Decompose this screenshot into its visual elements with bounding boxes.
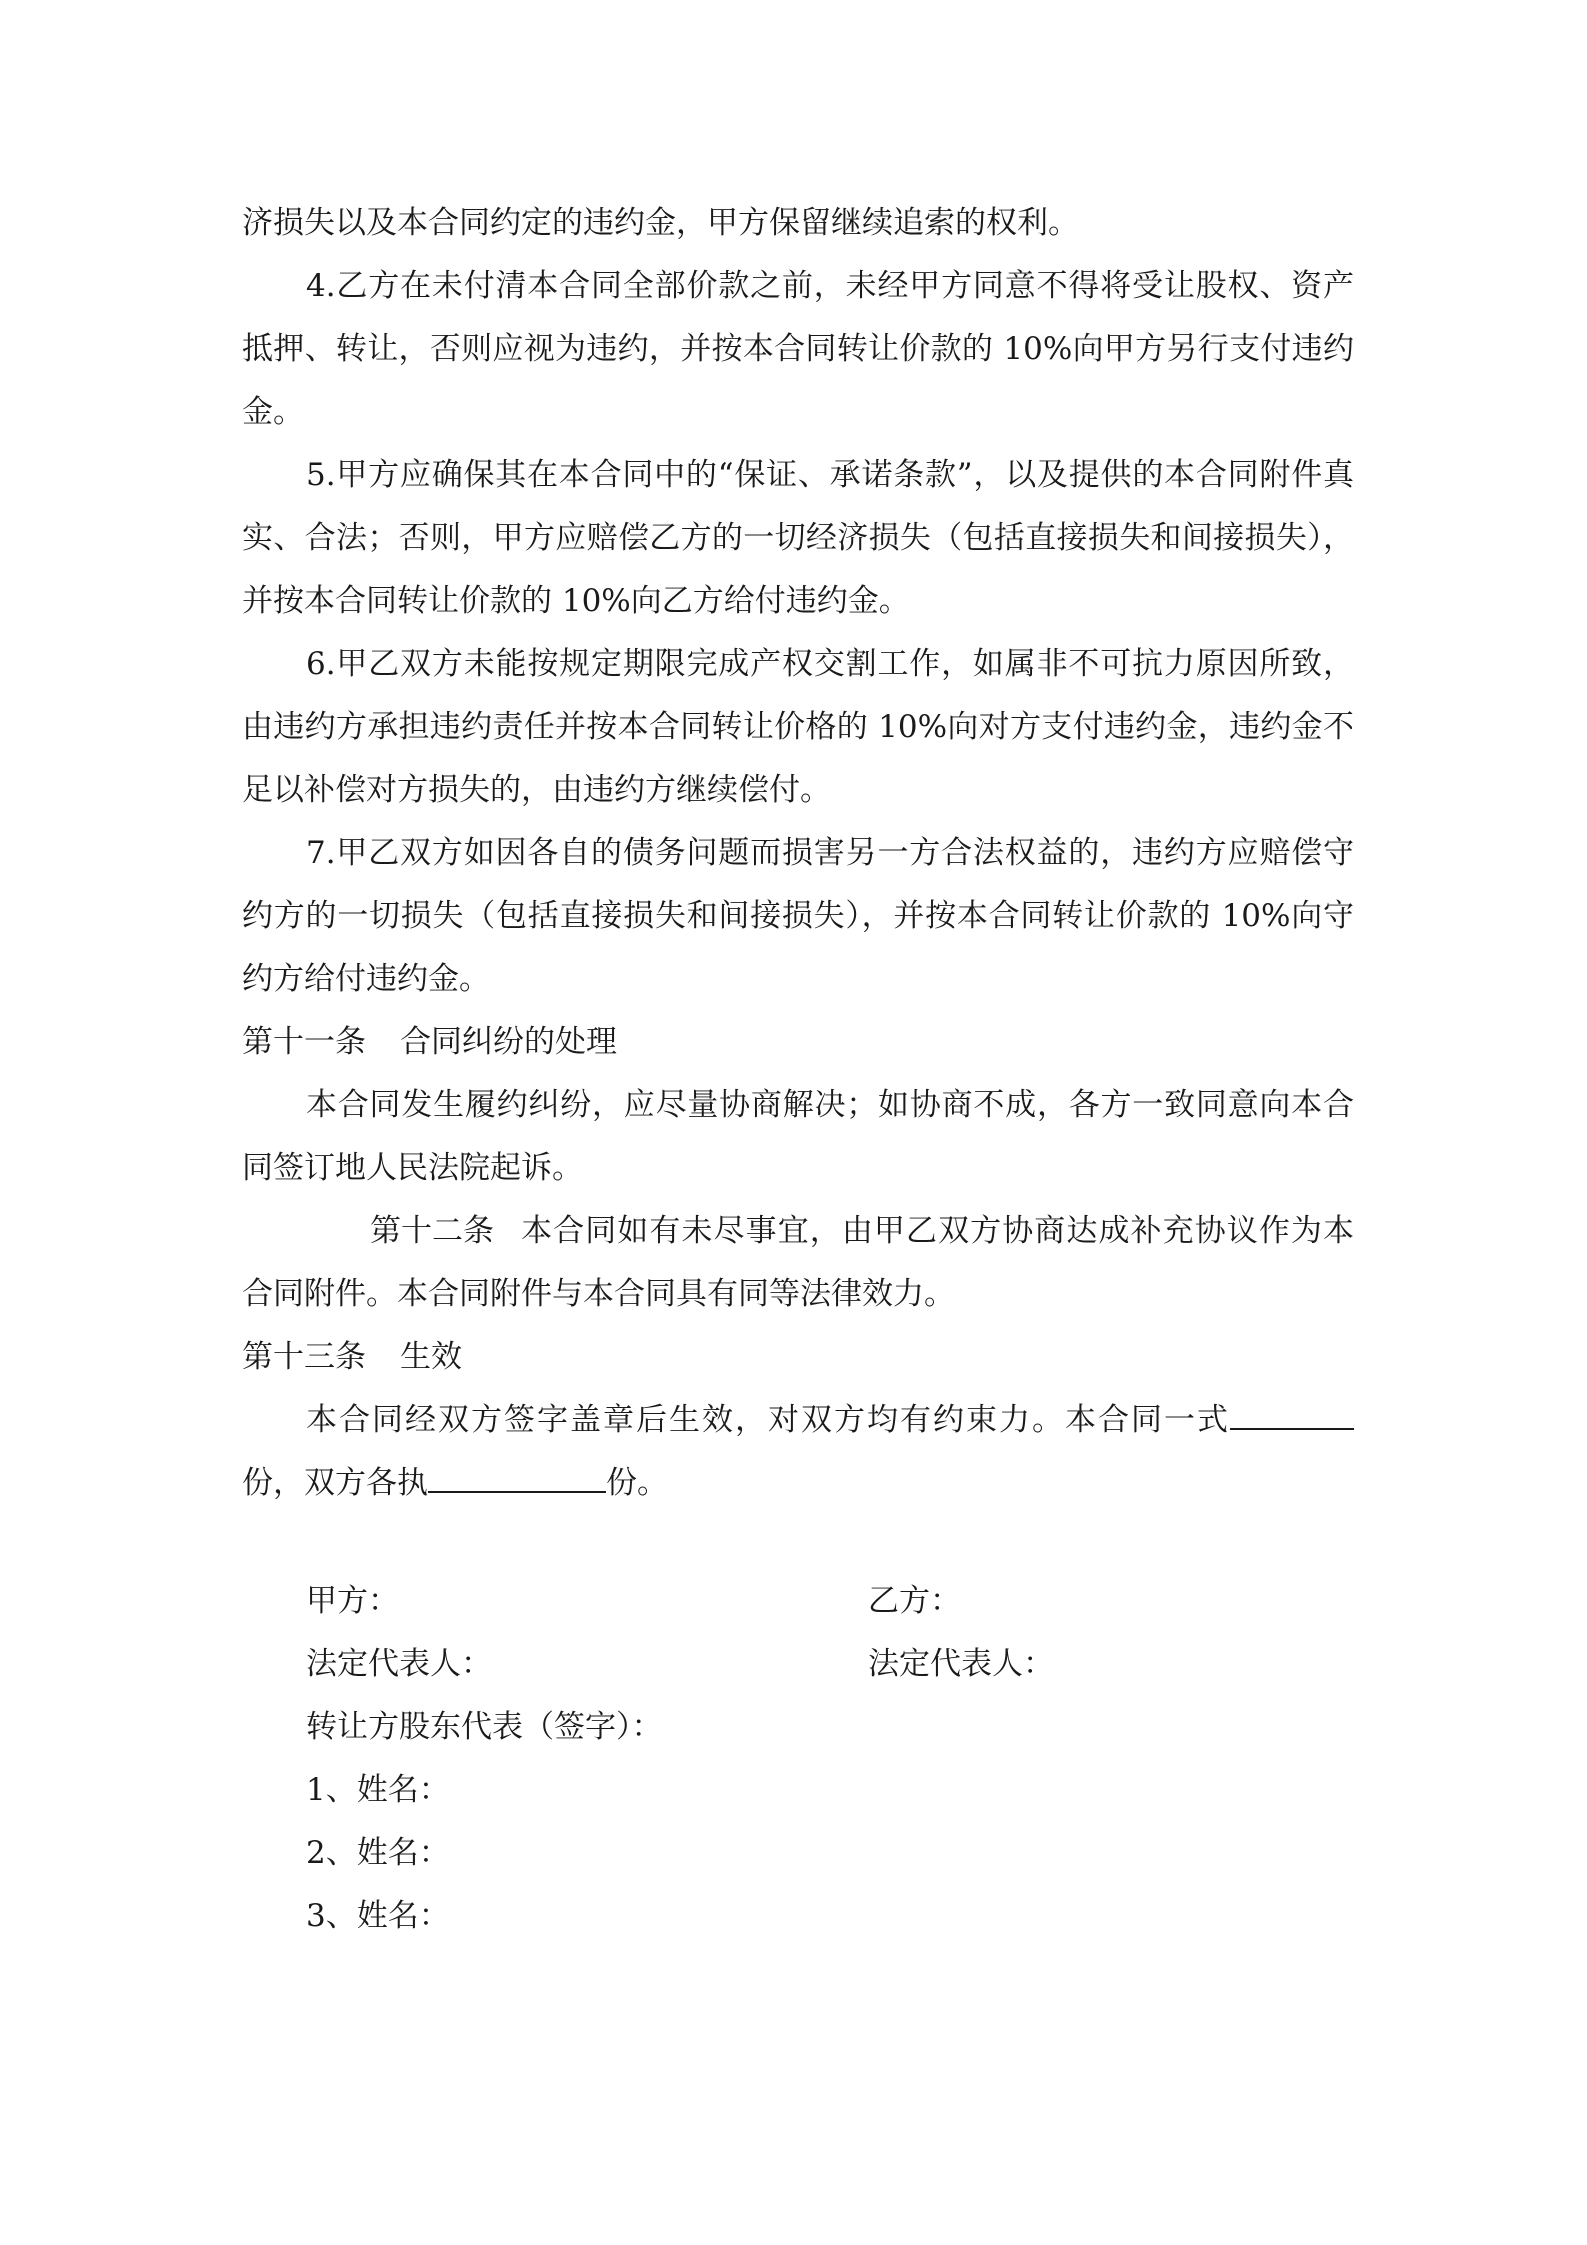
legal-rep-a-label: 法定代表人： [306, 1646, 492, 1682]
signature-row-parties [306, 1570, 1306, 1633]
party-b-label: 乙方： [868, 1583, 961, 1619]
clause-7: 7.甲乙双方如因各自的债务问题而损害另一方合法权益的，违约方应赔偿守约方的一切损失（包括直接损失和间接损失），并按本合同转让价款的 10%向守约方给付违约金。 [242, 835, 1354, 997]
article-13-title: 生效 [400, 1339, 462, 1375]
article-11-title: 合同纠纷的处理 [400, 1024, 617, 1060]
article-13-heading [242, 1326, 1354, 1389]
article-13-number: 第十三条 [242, 1339, 366, 1375]
article-13-body [242, 1389, 1354, 1515]
name-label-1: 1、姓名： [306, 1772, 450, 1808]
party-a-label: 甲方： [306, 1583, 399, 1619]
contract-body [242, 192, 1354, 1515]
name-row-1 [306, 1759, 1306, 1822]
article-11-number: 第十一条 [242, 1024, 366, 1060]
copies-each-blank [428, 1457, 606, 1493]
article-13-body-part3: 份。 [606, 1465, 668, 1501]
copies-total-blank [1230, 1394, 1354, 1430]
article-13-body-part2: 份，双方各执 [242, 1465, 428, 1501]
article-11-heading [242, 1011, 1354, 1074]
clause-4: 4.乙方在未付清本合同全部价款之前，未经甲方同意不得将受让股权、资产抵押、转让，否则应视为违约，并按本合同转让价款的 10%向甲方另行支付违约金。 [242, 268, 1354, 430]
name-label-3: 3、姓名： [306, 1898, 450, 1934]
legal-rep-b-label: 法定代表人： [868, 1646, 1054, 1682]
signature-row-legal-reps [306, 1633, 1306, 1696]
signature-block [306, 1570, 1306, 1948]
name-label-2: 2、姓名： [306, 1835, 450, 1871]
name-row-2 [306, 1822, 1306, 1885]
transferor-rep-row [306, 1696, 1306, 1759]
clause-6: 6.甲乙双方未能按规定期限完成产权交割工作，如属非不可抗力原因所致，由违约方承担违约责任并按本合同转让价格的 10%向对方支付违约金，违约金不足以补偿对方损失的，由违约方继续偿付。 [242, 646, 1354, 808]
transferor-rep-label: 转让方股东代表（签字）： [306, 1709, 663, 1745]
article-11-body: 本合同发生履约纠纷，应尽量协商解决；如协商不成，各方一致同意向本合同签订地人民法院起诉。 [242, 1087, 1354, 1186]
clause-5: 5.甲方应确保其在本合同中的“保证、承诺条款”，以及提供的本合同附件真实、合法；否则，甲方应赔偿乙方的一切经济损失（包括直接损失和间接损失），并按本合同转让价款的 10%向乙方给付违约金。 [242, 457, 1354, 619]
paragraph-continuation: 济损失以及本合同约定的违约金，甲方保留继续追索的权利。 [242, 205, 1079, 241]
article-13-body-part1: 本合同经双方签字盖章后生效，对双方均有约束力。本合同一式 [306, 1402, 1230, 1438]
article-12-text: 本合同如有未尽事宜，由甲乙双方协商达成补充协议作为本合同附件。本合同附件与本合同具有同等法律效力。 [242, 1213, 1354, 1312]
article-12-number: 第十二条 [370, 1213, 494, 1249]
article-12 [242, 1200, 1354, 1326]
name-row-3 [306, 1885, 1306, 1948]
